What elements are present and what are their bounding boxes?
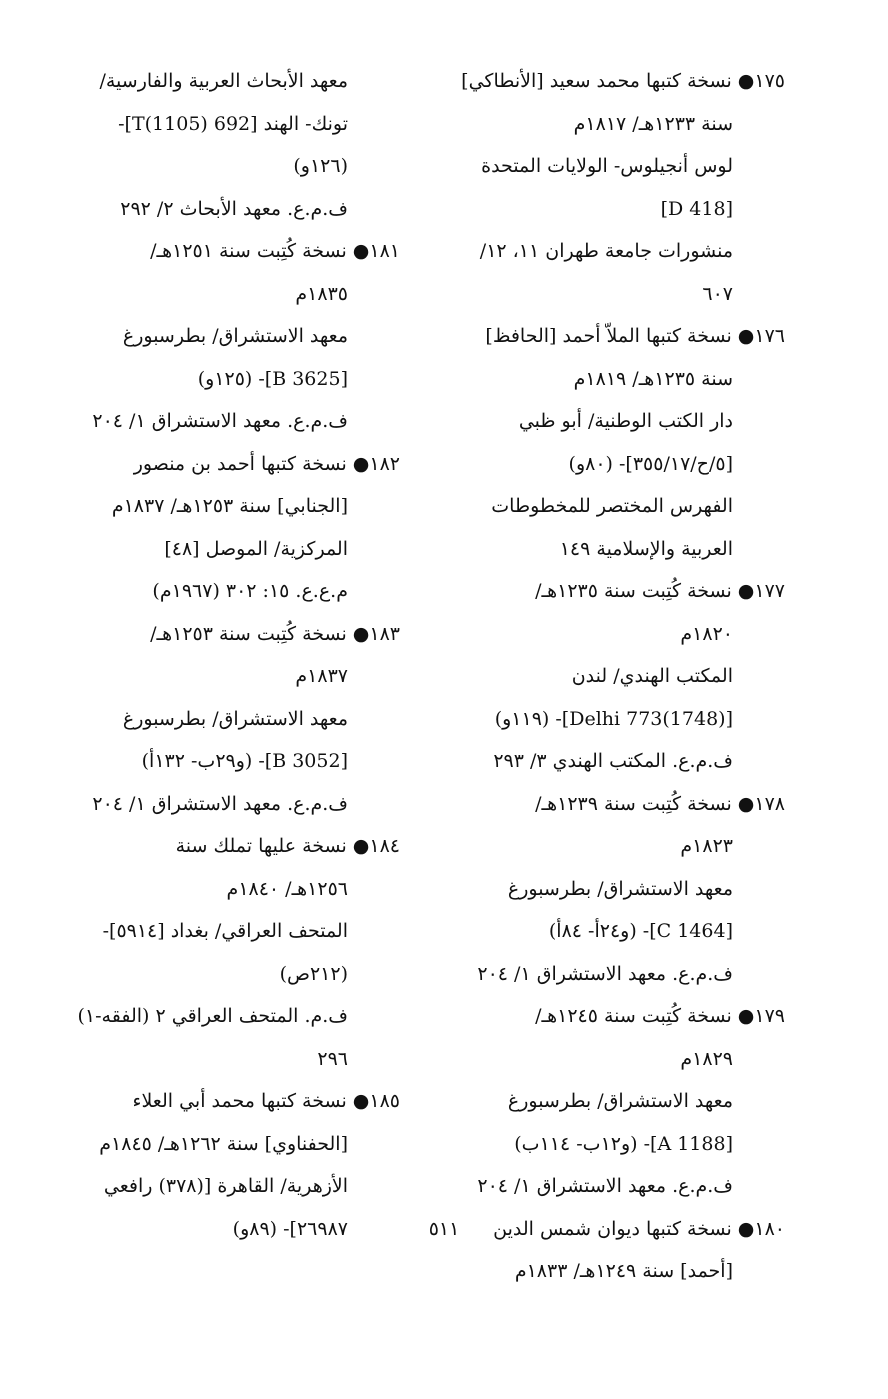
entry-text: سنة ١٢٣٣هـ/ ١٨١٧م	[573, 112, 733, 135]
manuscript-entry	[440, 60, 785, 315]
entry-line	[440, 1038, 785, 1081]
entry-text: ● نسخة عليها تملك سنة	[175, 835, 370, 857]
entry-text: ٢٩٦	[317, 1047, 348, 1070]
entry-number: ١٧٩	[754, 1005, 785, 1027]
entry-number: ١٨٢	[369, 452, 400, 475]
entry-line	[440, 953, 785, 996]
entry-line	[45, 868, 400, 911]
entry-text: ● نسخة كُتِبت سنة ١٢٤٥هـ/	[535, 1005, 755, 1027]
entry-number: ١٧٦	[754, 325, 785, 347]
entry-line	[440, 1250, 785, 1293]
entry-number: ١٨٤	[369, 835, 400, 857]
entry-line	[45, 783, 400, 826]
entry-text: [B 3052]- (و٢٩ب- ١٣٢أ)	[141, 750, 348, 772]
entry-text: المتحف العراقي/ بغداد [٥٩١٤]-	[102, 920, 348, 942]
entry-heading-line	[45, 230, 400, 273]
entry-text: ● نسخة كُتِبت سنة ١٢٣٩هـ/	[535, 792, 755, 815]
manuscript-entry	[440, 570, 785, 783]
entry-text: (٢١٢ص)	[279, 962, 348, 985]
entry-text: ١٨٣٥م	[295, 282, 348, 305]
entry-text: معهد الاستشراق/ بطرسبورغ	[507, 877, 733, 900]
entry-heading-line	[440, 315, 785, 358]
entry-line	[440, 1165, 785, 1208]
entry-line	[440, 230, 785, 273]
entry-line	[45, 910, 400, 953]
entry-text: ف.م.ع. معهد الاستشراق ١/ ٢٠٤	[92, 792, 348, 815]
entry-text: [الحفناوي] سنة ١٢٦٢هـ/ ١٨٤٥م	[99, 1132, 348, 1155]
entry-text: ف.م.ع. معهد الأبحاث ٢/ ٢٩٢	[120, 197, 348, 220]
entry-text: ف.م. المتحف العراقي ٢ (الفقه-١)	[77, 1005, 348, 1027]
entry-line	[45, 188, 400, 231]
entry-text: المركزية/ الموصل [٤٨]	[164, 537, 348, 560]
entry-text: لوس أنجيلوس- الولايات المتحدة	[481, 155, 733, 177]
entry-text: ٦٠٧	[702, 282, 733, 305]
entry-text: الفهرس المختصر للمخطوطات	[491, 495, 733, 517]
entry-line	[45, 698, 400, 741]
entry-text: ● نسخة كُتِبت سنة ١٢٥١هـ/	[150, 240, 370, 262]
entry-text: ● نسخة كتبها ديوان شمس الدين	[493, 1217, 755, 1240]
entry-text: سنة ١٢٣٥هـ/ ١٨١٩م	[573, 367, 733, 390]
entry-line	[440, 273, 785, 316]
entry-line	[45, 485, 400, 528]
entry-line	[440, 868, 785, 911]
entry-line	[440, 740, 785, 783]
manuscript-entry	[440, 783, 785, 996]
entry-heading-line	[45, 443, 400, 486]
entry-line	[45, 953, 400, 996]
entry-text: دار الكتب الوطنية/ أبو ظبي	[518, 410, 733, 432]
entry-line	[440, 698, 785, 741]
entry-text: العربية والإسلامية ١٤٩	[559, 537, 733, 560]
entry-text: معهد الأبحاث العربية والفارسية/	[99, 70, 348, 92]
entry-line	[45, 60, 400, 103]
entry-number: ١٨١	[369, 240, 400, 262]
entry-text: ● نسخة كتبها الملاّ أحمد [الحافظ]	[485, 325, 755, 347]
entry-text: ١٨٢٩م	[680, 1047, 733, 1070]
entry-text: معهد الاستشراق/ بطرسبورغ	[122, 325, 348, 347]
entry-text: ف.م.ع. معهد الاستشراق ١/ ٢٠٤	[92, 410, 348, 432]
entry-text: ● نسخة كُتِبت سنة ١٢٣٥هـ/	[535, 580, 755, 602]
manuscript-entry	[45, 60, 400, 230]
entry-text: [D 418]	[660, 197, 733, 220]
entry-line	[440, 145, 785, 188]
manuscript-entry	[440, 315, 785, 570]
manuscript-entry	[45, 825, 400, 1080]
entry-line	[440, 400, 785, 443]
entry-line	[440, 528, 785, 571]
entry-text: ف.م.ع. معهد الاستشراق ١/ ٢٠٤	[477, 1175, 733, 1197]
entry-line	[440, 103, 785, 146]
entry-line	[45, 740, 400, 783]
entry-line	[45, 995, 400, 1038]
entry-text: ● نسخة كتبها محمد سعيد [الأنطاكي]	[461, 70, 755, 92]
entry-line	[440, 358, 785, 401]
entry-line	[45, 1123, 400, 1166]
entry-line	[440, 1080, 785, 1123]
entry-text: [Delhi 773(1748)]- (١١٩و)	[494, 707, 733, 730]
entry-line	[45, 358, 400, 401]
entry-line	[440, 655, 785, 698]
page-number: ٥١١	[428, 1218, 460, 1240]
entry-text: الأزهرية/ القاهرة [(٣٧٨) رافعي	[103, 1175, 348, 1197]
entry-text: ● نسخة كتبها محمد أبي العلاء	[132, 1090, 370, 1112]
entry-line	[440, 910, 785, 953]
entry-heading-line	[440, 995, 785, 1038]
entry-number: ١٨٥	[369, 1090, 400, 1112]
manuscript-entry	[440, 995, 785, 1208]
entry-text: ٢٦٩٨٧]- (٨٩و)	[232, 1217, 348, 1240]
entry-line	[45, 528, 400, 571]
entry-line	[440, 443, 785, 486]
entry-text: [B 3625]- (١٢٥و)	[197, 367, 348, 390]
entry-heading-line	[45, 613, 400, 656]
entry-line	[45, 570, 400, 613]
entry-text: ف.م.ع. معهد الاستشراق ١/ ٢٠٤	[477, 962, 733, 985]
entry-text: تونك- الهند [692 T(1105)]-	[118, 112, 348, 135]
manuscript-entry	[45, 230, 400, 443]
entry-text: ● نسخة كُتِبت سنة ١٢٥٣هـ/	[150, 622, 370, 645]
entry-line	[45, 1038, 400, 1081]
entry-text: معهد الاستشراق/ بطرسبورغ	[507, 1090, 733, 1112]
entry-text: [٥/ح/٣٥٥/١٧]- (٨٠و)	[568, 452, 733, 475]
entry-line	[440, 613, 785, 656]
entry-number: ١٨٠	[754, 1217, 785, 1240]
entry-text: ١٨٣٧م	[295, 665, 348, 687]
entry-text: ١٢٥٦هـ/ ١٨٤٠م	[226, 877, 348, 900]
entry-line	[45, 103, 400, 146]
entry-heading-line	[440, 570, 785, 613]
entry-line	[45, 145, 400, 188]
entry-line	[45, 273, 400, 316]
entry-text: ١٨٢٣م	[680, 835, 733, 857]
entry-line	[440, 188, 785, 231]
entry-heading-line	[45, 1080, 400, 1123]
entry-text: ● نسخة كتبها أحمد بن منصور	[133, 452, 370, 475]
entry-text: [C 1464]- (و٢٤أ- ٨٤أ)	[548, 920, 733, 942]
right-column	[440, 60, 785, 1293]
manuscript-entry	[45, 443, 400, 613]
entry-number: ١٧٥	[754, 70, 785, 92]
entry-heading-line	[45, 825, 400, 868]
entry-text: منشورات جامعة طهران ١١، ١٢/	[479, 240, 733, 262]
entry-heading-line	[440, 783, 785, 826]
entry-line	[440, 825, 785, 868]
entry-line	[45, 655, 400, 698]
entry-line	[45, 400, 400, 443]
entry-line	[45, 315, 400, 358]
entry-number: ١٧٨	[754, 792, 785, 815]
entry-line	[45, 1165, 400, 1208]
entry-text: ١٨٢٠م	[680, 622, 733, 645]
manuscript-entry	[45, 613, 400, 826]
entry-text: المكتب الهندي/ لندن	[571, 665, 733, 687]
entry-text: [أحمد] سنة ١٢٤٩هـ/ ١٨٣٣م	[514, 1260, 733, 1282]
left-column	[45, 60, 400, 1250]
entry-text: معهد الاستشراق/ بطرسبورغ	[122, 707, 348, 730]
entry-text: [الجنابي] سنة ١٢٥٣هـ/ ١٨٣٧م	[111, 495, 348, 517]
entry-heading-line	[440, 60, 785, 103]
entry-text: (١٢٦و)	[293, 155, 348, 177]
entry-number: ١٧٧	[754, 580, 785, 602]
entry-text: ف.م.ع. المكتب الهندي ٣/ ٢٩٣	[493, 750, 733, 772]
entry-number: ١٨٣	[369, 622, 400, 645]
entry-text: م.ع.ع. ١٥: ٣٠٢ (١٩٦٧م)	[152, 580, 348, 602]
entry-text: [A 1188]- (و١٢ب- ١١٤ب)	[514, 1132, 733, 1155]
entry-line	[440, 485, 785, 528]
entry-line	[440, 1123, 785, 1166]
